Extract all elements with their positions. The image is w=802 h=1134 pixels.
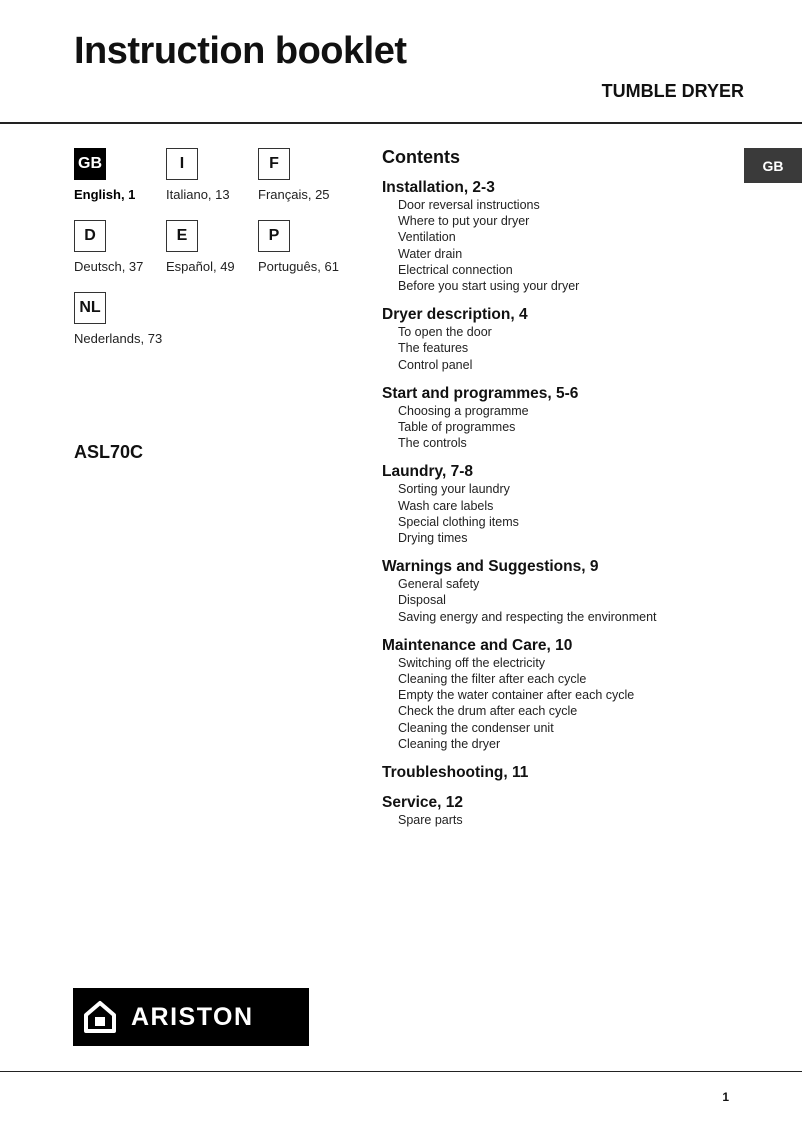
section-items — [382, 576, 732, 625]
bottom-divider — [0, 1071, 802, 1072]
section-items — [382, 481, 732, 546]
page-number: 1 — [722, 1090, 729, 1104]
language-label: Italiano, 13 — [166, 187, 230, 202]
section-heading[interactable]: Maintenance and Care, 10 — [382, 636, 573, 654]
contents-section — [382, 637, 732, 752]
contents-item[interactable]: The controls — [398, 436, 467, 451]
contents-item[interactable]: Cleaning the condenser unit — [398, 720, 554, 735]
contents-item[interactable]: Table of programmes — [398, 420, 516, 435]
contents-item[interactable]: Cleaning the dryer — [398, 736, 501, 751]
contents-item[interactable]: The features — [398, 341, 469, 356]
contents-section — [382, 306, 732, 373]
language-code[interactable]: D — [74, 220, 106, 252]
model-number: ASL70C — [74, 442, 144, 462]
section-items — [382, 812, 732, 828]
language-code[interactable]: F — [258, 148, 290, 180]
product-type: TUMBLE DRYER — [601, 81, 744, 101]
contents-item[interactable]: Cleaning the filter after each cycle — [398, 672, 587, 687]
contents-item[interactable]: Switching off the electricity — [398, 655, 546, 670]
table-of-contents — [382, 147, 732, 840]
section-heading[interactable]: Laundry, 7-8 — [382, 463, 474, 481]
language-label: Español, 49 — [166, 259, 235, 274]
language-label: Deutsch, 37 — [74, 259, 144, 274]
section-heading[interactable]: Warnings and Suggestions, 9 — [382, 558, 599, 576]
contents-item[interactable]: Saving energy and respecting the environment — [398, 609, 657, 624]
language-item-i[interactable] — [166, 148, 258, 202]
section-heading[interactable]: Start and programmes, 5-6 — [382, 384, 579, 402]
language-code[interactable]: GB — [74, 148, 106, 180]
language-side-tab: GB — [744, 148, 802, 183]
section-items — [382, 324, 732, 373]
language-label: Português, 61 — [258, 259, 339, 274]
contents-item[interactable]: Sorting your laundry — [398, 482, 510, 497]
contents-section — [382, 463, 732, 546]
section-heading[interactable]: Installation, 2-3 — [382, 179, 495, 196]
contents-item[interactable]: Door reversal instructions — [398, 198, 540, 212]
contents-item[interactable]: Disposal — [398, 593, 446, 608]
brand-name: ARISTON — [131, 1002, 254, 1031]
language-item-d[interactable] — [74, 220, 166, 274]
language-code[interactable]: E — [166, 220, 198, 252]
language-item-f[interactable] — [258, 148, 350, 202]
contents-section — [382, 794, 732, 828]
contents-item[interactable]: Before you start using your dryer — [398, 279, 580, 294]
section-items — [382, 197, 732, 294]
contents-item[interactable]: Choosing a programme — [398, 403, 529, 418]
section-items — [382, 655, 732, 752]
language-label: Français, 25 — [258, 187, 330, 202]
contents-item[interactable]: Spare parts — [398, 813, 463, 828]
contents-item[interactable]: Water drain — [398, 246, 463, 261]
section-heading[interactable]: Service, 12 — [382, 794, 464, 812]
language-code[interactable]: NL — [74, 292, 106, 324]
contents-item[interactable]: Control panel — [398, 357, 473, 372]
language-item-e[interactable] — [166, 220, 258, 274]
page-title: Instruction booklet — [74, 30, 407, 72]
contents-section — [382, 764, 732, 782]
section-heading[interactable]: Troubleshooting, 11 — [382, 764, 529, 782]
language-item-gb[interactable] — [74, 148, 166, 202]
contents-section — [382, 385, 732, 452]
contents-item[interactable]: To open the door — [398, 325, 492, 340]
language-code[interactable]: I — [166, 148, 198, 180]
contents-item[interactable]: Where to put your dryer — [398, 214, 530, 229]
language-code[interactable]: P — [258, 220, 290, 252]
contents-item[interactable]: Drying times — [398, 531, 468, 546]
language-item-nl[interactable] — [74, 292, 166, 346]
top-divider — [0, 122, 802, 124]
language-label: English, 1 — [74, 187, 136, 202]
contents-item[interactable]: Wash care labels — [398, 498, 494, 513]
contents-item[interactable]: Ventilation — [398, 230, 456, 245]
language-item-p[interactable] — [258, 220, 350, 274]
contents-section — [382, 558, 732, 625]
contents-section — [382, 179, 732, 294]
section-heading[interactable]: Dryer description, 4 — [382, 306, 528, 324]
contents-item[interactable]: Check the drum after each cycle — [398, 704, 578, 719]
language-label: Nederlands, 73 — [74, 331, 163, 346]
contents-item[interactable]: Electrical connection — [398, 262, 513, 277]
contents-item[interactable]: Special clothing items — [398, 514, 519, 529]
language-selector — [74, 148, 364, 346]
brand-logo — [73, 988, 309, 1046]
section-items — [382, 403, 732, 452]
house-logo-icon — [83, 1000, 117, 1034]
contents-item[interactable]: General safety — [398, 577, 480, 592]
contents-title: Contents — [382, 147, 460, 167]
contents-item[interactable]: Empty the water container after each cycle — [398, 688, 635, 703]
